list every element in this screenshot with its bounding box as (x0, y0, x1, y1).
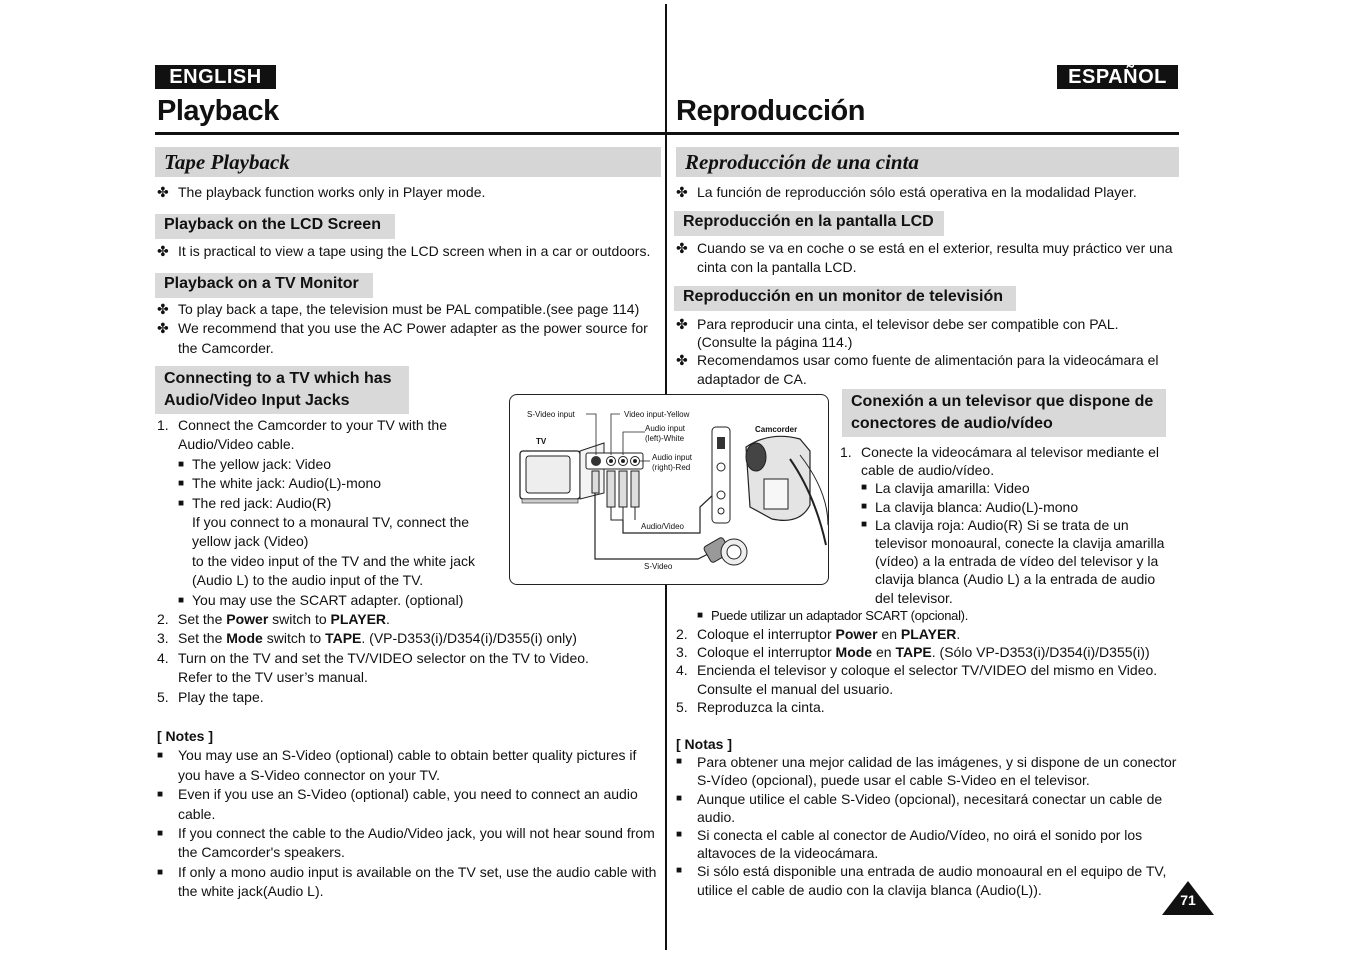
section-header-english (155, 147, 661, 177)
section-header-spanish (676, 147, 1179, 177)
step-1-text: Connect the Camcorder to your TV with the (178, 417, 447, 433)
connecting-title-line-2: conectores de audio/vídeo (851, 415, 1053, 432)
step-number: 4. (157, 649, 169, 666)
bullet-icon: ✤ (676, 184, 688, 200)
step-5-text: Play the tape. (178, 688, 264, 705)
subsection-lcd-english: Playback on the LCD Screen (155, 214, 395, 239)
step-3-strong: TAPE (895, 644, 932, 661)
square-bullet-icon: ■ (178, 594, 185, 606)
steps-spanish-part2 (676, 625, 1181, 716)
step-3-strong: Mode (226, 630, 263, 647)
bullet-icon: ✤ (157, 320, 169, 337)
note-3: If you connect the cable to the Audio/Video jack, you will not hear sound from (178, 825, 655, 842)
language-badge-english: ENGLISH (155, 65, 276, 89)
label-audio-left-2: (left)-White (645, 434, 685, 443)
step-3-text: Set the (178, 630, 227, 647)
step-5-text: Reproduzca la cinta. (697, 698, 825, 715)
connection-diagram (509, 394, 829, 585)
av-cables (592, 471, 715, 559)
title-rule (155, 132, 1179, 135)
jack-red-cont: televisor monoaural, conecte la clavija amarilla (875, 535, 1165, 552)
step-number: 3. (157, 630, 169, 647)
section-title: Reproducción de una cinta (685, 150, 919, 174)
step-2-text: en (877, 626, 901, 642)
square-bullet-icon: ■ (676, 829, 683, 841)
subsection-lcd-spanish: Reproducción en la pantalla LCD (674, 211, 944, 236)
lcd-text: It is practical to view a tape using the LCD screen when in a car or outdoors. (178, 243, 651, 259)
jack-red: La clavija roja: Audio(R) Si se trata de un (875, 516, 1129, 533)
subsection-connecting-spanish (842, 389, 1166, 437)
jack-red: The red jack: Audio(R) (192, 494, 332, 511)
step-2-text: . (386, 611, 390, 627)
tv-bullets-english (157, 300, 662, 358)
label-audio-video: Audio/Video (641, 522, 684, 531)
bullet-icon: ✤ (676, 240, 688, 256)
page-title-spanish: Reproducción (676, 95, 865, 127)
note-2-cont: audio. (697, 808, 736, 825)
note-4-cont: the white jack(Audio L). (178, 883, 324, 900)
square-bullet-icon: ■ (861, 500, 868, 512)
step-1-cont: Audio/Video cable. (178, 436, 295, 453)
notes-heading: [ Notes ] (157, 728, 213, 744)
bullet-icon: ✤ (157, 184, 169, 200)
camcorder-illustration (746, 436, 828, 545)
step-4-cont: Consulte el manual del usuario. (697, 680, 894, 697)
square-bullet-icon: ■ (676, 756, 683, 768)
step-number: 2. (157, 611, 169, 627)
jack-red-cont: del televisor. (875, 589, 953, 606)
bullet-icon: ✤ (157, 301, 169, 317)
jack-yellow: The yellow jack: Video (192, 455, 332, 472)
step-2-strong: PLAYER (330, 611, 387, 627)
scart-note-spanish (676, 607, 1181, 625)
subsection-tv-spanish: Reproducción en un monitor de televisión (674, 286, 1016, 311)
connecting-title-line-1: Conexión a un televisor que dispone de (851, 393, 1154, 410)
step-3-strong: TAPE (325, 630, 362, 647)
step-3-text: switch to (262, 630, 326, 647)
square-bullet-icon: ■ (157, 828, 164, 840)
square-bullet-icon: ■ (676, 792, 683, 804)
intro-english (157, 183, 657, 202)
note-1-cont: you have a S-Video connector on your TV. (178, 766, 441, 783)
tv-bullet-2-cont: adaptador de CA. (697, 370, 807, 387)
lcd-text: Cuando se va en coche o se está en el exterior, resulta muy práctico ver una (697, 240, 1173, 256)
note-4: Si sólo está disponible una entrada de audio monoaural en el equipo de TV, (697, 863, 1167, 880)
step-3-strong: Mode (835, 644, 873, 661)
label-audio-right-1: Audio input (652, 453, 693, 462)
page-title-english: Playback (157, 95, 279, 127)
note-1: You may use an S-Video (optional) cable to obtain better quality pictures if (178, 747, 637, 764)
jack-red-cont: If you connect to a monaural TV, connect the (192, 514, 470, 531)
label-audio-left-1: Audio input (645, 424, 686, 433)
square-bullet-icon: ■ (861, 482, 868, 494)
connecting-title-line-1: Connecting to a TV which has (164, 370, 392, 387)
camcorder-jack-strip (712, 427, 730, 523)
step-3-text: . (Sólo VP-D353(i)/D354(i)/D355(i)) (931, 644, 1150, 661)
note-3-cont: the Camcorder's speakers. (178, 844, 345, 861)
label-audio-right-2: (right)-Red (652, 463, 691, 472)
tv-bullet-2-cont: the Camcorder. (178, 339, 274, 356)
step-3-text: Coloque el interruptor (697, 644, 836, 661)
note-2: Even if you use an S-Video (optional) cable, you need to connect an audio (178, 786, 638, 803)
square-bullet-icon: ■ (157, 789, 164, 801)
jack-yellow: La clavija amarilla: Video (875, 480, 1030, 497)
step-2-text: Coloque el interruptor (697, 626, 836, 642)
step-number: 3. (676, 644, 688, 661)
label-video-input: Video input-Yellow (624, 410, 690, 419)
step-2-strong: PLAYER (900, 626, 957, 642)
step-number: 4. (676, 662, 688, 679)
step-1-text: Conecte la videocámara al televisor mediante el (861, 444, 1160, 460)
svideo-plug (703, 537, 747, 565)
jack-red-cont: (vídeo) a la entrada de vídeo del televisor y la (875, 553, 1159, 570)
note-2-cont: cable. (178, 805, 216, 822)
language-badge-spanish: ESPAÑOL (1057, 65, 1178, 89)
step-3-text: en (872, 644, 896, 661)
jack-red-cont: (Audio L) to the audio input of the TV. (192, 572, 424, 589)
square-bullet-icon: ■ (676, 865, 683, 877)
jack-white: La clavija blanca: Audio(L)-mono (875, 498, 1079, 515)
bullet-icon: ✤ (676, 352, 688, 369)
step-2-strong: Power (226, 611, 269, 627)
step-2-text: switch to (268, 611, 331, 627)
tv-illustration (520, 443, 604, 503)
tv-bullet-1: Para reproducir una cinta, el televisor debe ser compatible con PAL. (697, 316, 1119, 332)
tv-bullets-spanish (676, 315, 1181, 388)
note-1-cont: S-Vídeo (opcional), puede usar el cable S-Video en el televisor. (697, 772, 1090, 789)
note-3: Si conecta el cable al conector de Audio/Vídeo, no oirá el sonido por los (697, 827, 1143, 844)
square-bullet-icon: ■ (178, 497, 185, 509)
jack-red-cont: yellow jack (Video) (192, 533, 309, 550)
jack-red-cont: to the video input of the TV and the white jack (192, 552, 476, 569)
connecting-title-line-2: Audio/Video Input Jacks (164, 392, 350, 409)
intro-text: The playback function works only in Player mode. (178, 184, 486, 200)
step-2-text: Set the (178, 611, 227, 627)
intro-spanish (676, 183, 1176, 202)
jack-red-cont: clavija blanca (Audio L) a la entrada de audio (875, 571, 1156, 588)
page-number: 71 (1180, 892, 1196, 908)
label-camcorder: Camcorder (755, 425, 798, 434)
lcd-text-cont: cinta con la pantalla LCD. (697, 259, 857, 276)
step-4-text: Encienda el televisor y coloque el selector TV/VIDEO del mismo en Video. (697, 662, 1158, 679)
scart-note: You may use the SCART adapter. (optional) (192, 591, 464, 608)
square-bullet-icon: ■ (157, 866, 164, 878)
step-4-text: Turn on the TV and set the TV/VIDEO selector on the TV to Video. (178, 649, 589, 666)
subsection-tv-english: Playback on a TV Monitor (155, 273, 373, 298)
note-4: If only a mono audio input is available on the TV set, use the audio cable with (178, 863, 657, 880)
step-number: 2. (676, 626, 688, 642)
tv-bullet-2: We recommend that you use the AC Power adapter as the power source for (178, 320, 648, 337)
step-3-text: . (VP-D353(i)/D354(i)/D355(i) only) (361, 630, 577, 647)
steps-spanish-part1 (840, 443, 1180, 607)
steps-english-part2 (157, 610, 662, 707)
notes-spanish (676, 735, 1181, 899)
tv-bullet-1-cont: (Consulte la página 114.) (697, 334, 853, 351)
label-svideo-input: S-Video input (527, 410, 575, 419)
step-1-cont: cable de audio/vídeo. (861, 462, 995, 479)
section-title: Tape Playback (164, 150, 290, 174)
step-number: 1. (157, 417, 169, 433)
bullet-icon: ✤ (157, 243, 169, 259)
square-bullet-icon: ■ (178, 458, 185, 470)
step-number: 1. (840, 444, 852, 460)
notes-heading: [ Notas ] (676, 736, 732, 752)
intro-text: La función de reproducción sólo está operativa en la modalidad Player. (697, 184, 1137, 200)
note-3-cont: altavoces de la videocámara. (697, 845, 879, 862)
square-bullet-icon: ■ (157, 750, 164, 762)
note-1: Para obtener una mejor calidad de las imágenes, y si dispone de un conector (697, 754, 1177, 771)
scart-note: Puede utilizar un adaptador SCART (opcional). (711, 608, 969, 623)
subsection-connecting-english (155, 366, 409, 414)
label-tv: TV (536, 437, 547, 446)
jack-white: The white jack: Audio(L)-mono (192, 475, 382, 492)
step-4-cont: Refer to the TV user’s manual. (178, 669, 368, 686)
step-number: 5. (676, 698, 688, 715)
steps-english-part1 (157, 416, 497, 610)
square-bullet-icon: ■ (861, 518, 868, 530)
tv-bullet-1: To play back a tape, the television must be PAL compatible.(see page 114) (178, 301, 640, 317)
square-bullet-icon: ■ (178, 478, 185, 490)
note-2: Aunque utilice el cable S-Video (opcional), necesitará conectar un cable de (697, 790, 1163, 807)
notes-english (157, 727, 662, 902)
bullet-icon: ✤ (676, 316, 688, 332)
step-number: 5. (157, 688, 169, 705)
label-svideo: S-Video (644, 562, 673, 571)
tv-bullet-2: Recomendamos usar como fuente de alimentación para la videocámara el (697, 352, 1159, 369)
note-4-cont: utilice el cable de audio con la clavija blanca (Audio(L)). (697, 881, 1042, 898)
step-2-text: . (956, 626, 961, 642)
tv-jack-panel (586, 453, 643, 469)
lcd-text-english (157, 242, 662, 261)
square-bullet-icon: ■ (697, 610, 703, 621)
step-2-strong: Power (835, 626, 878, 642)
lcd-text-spanish (676, 239, 1181, 278)
